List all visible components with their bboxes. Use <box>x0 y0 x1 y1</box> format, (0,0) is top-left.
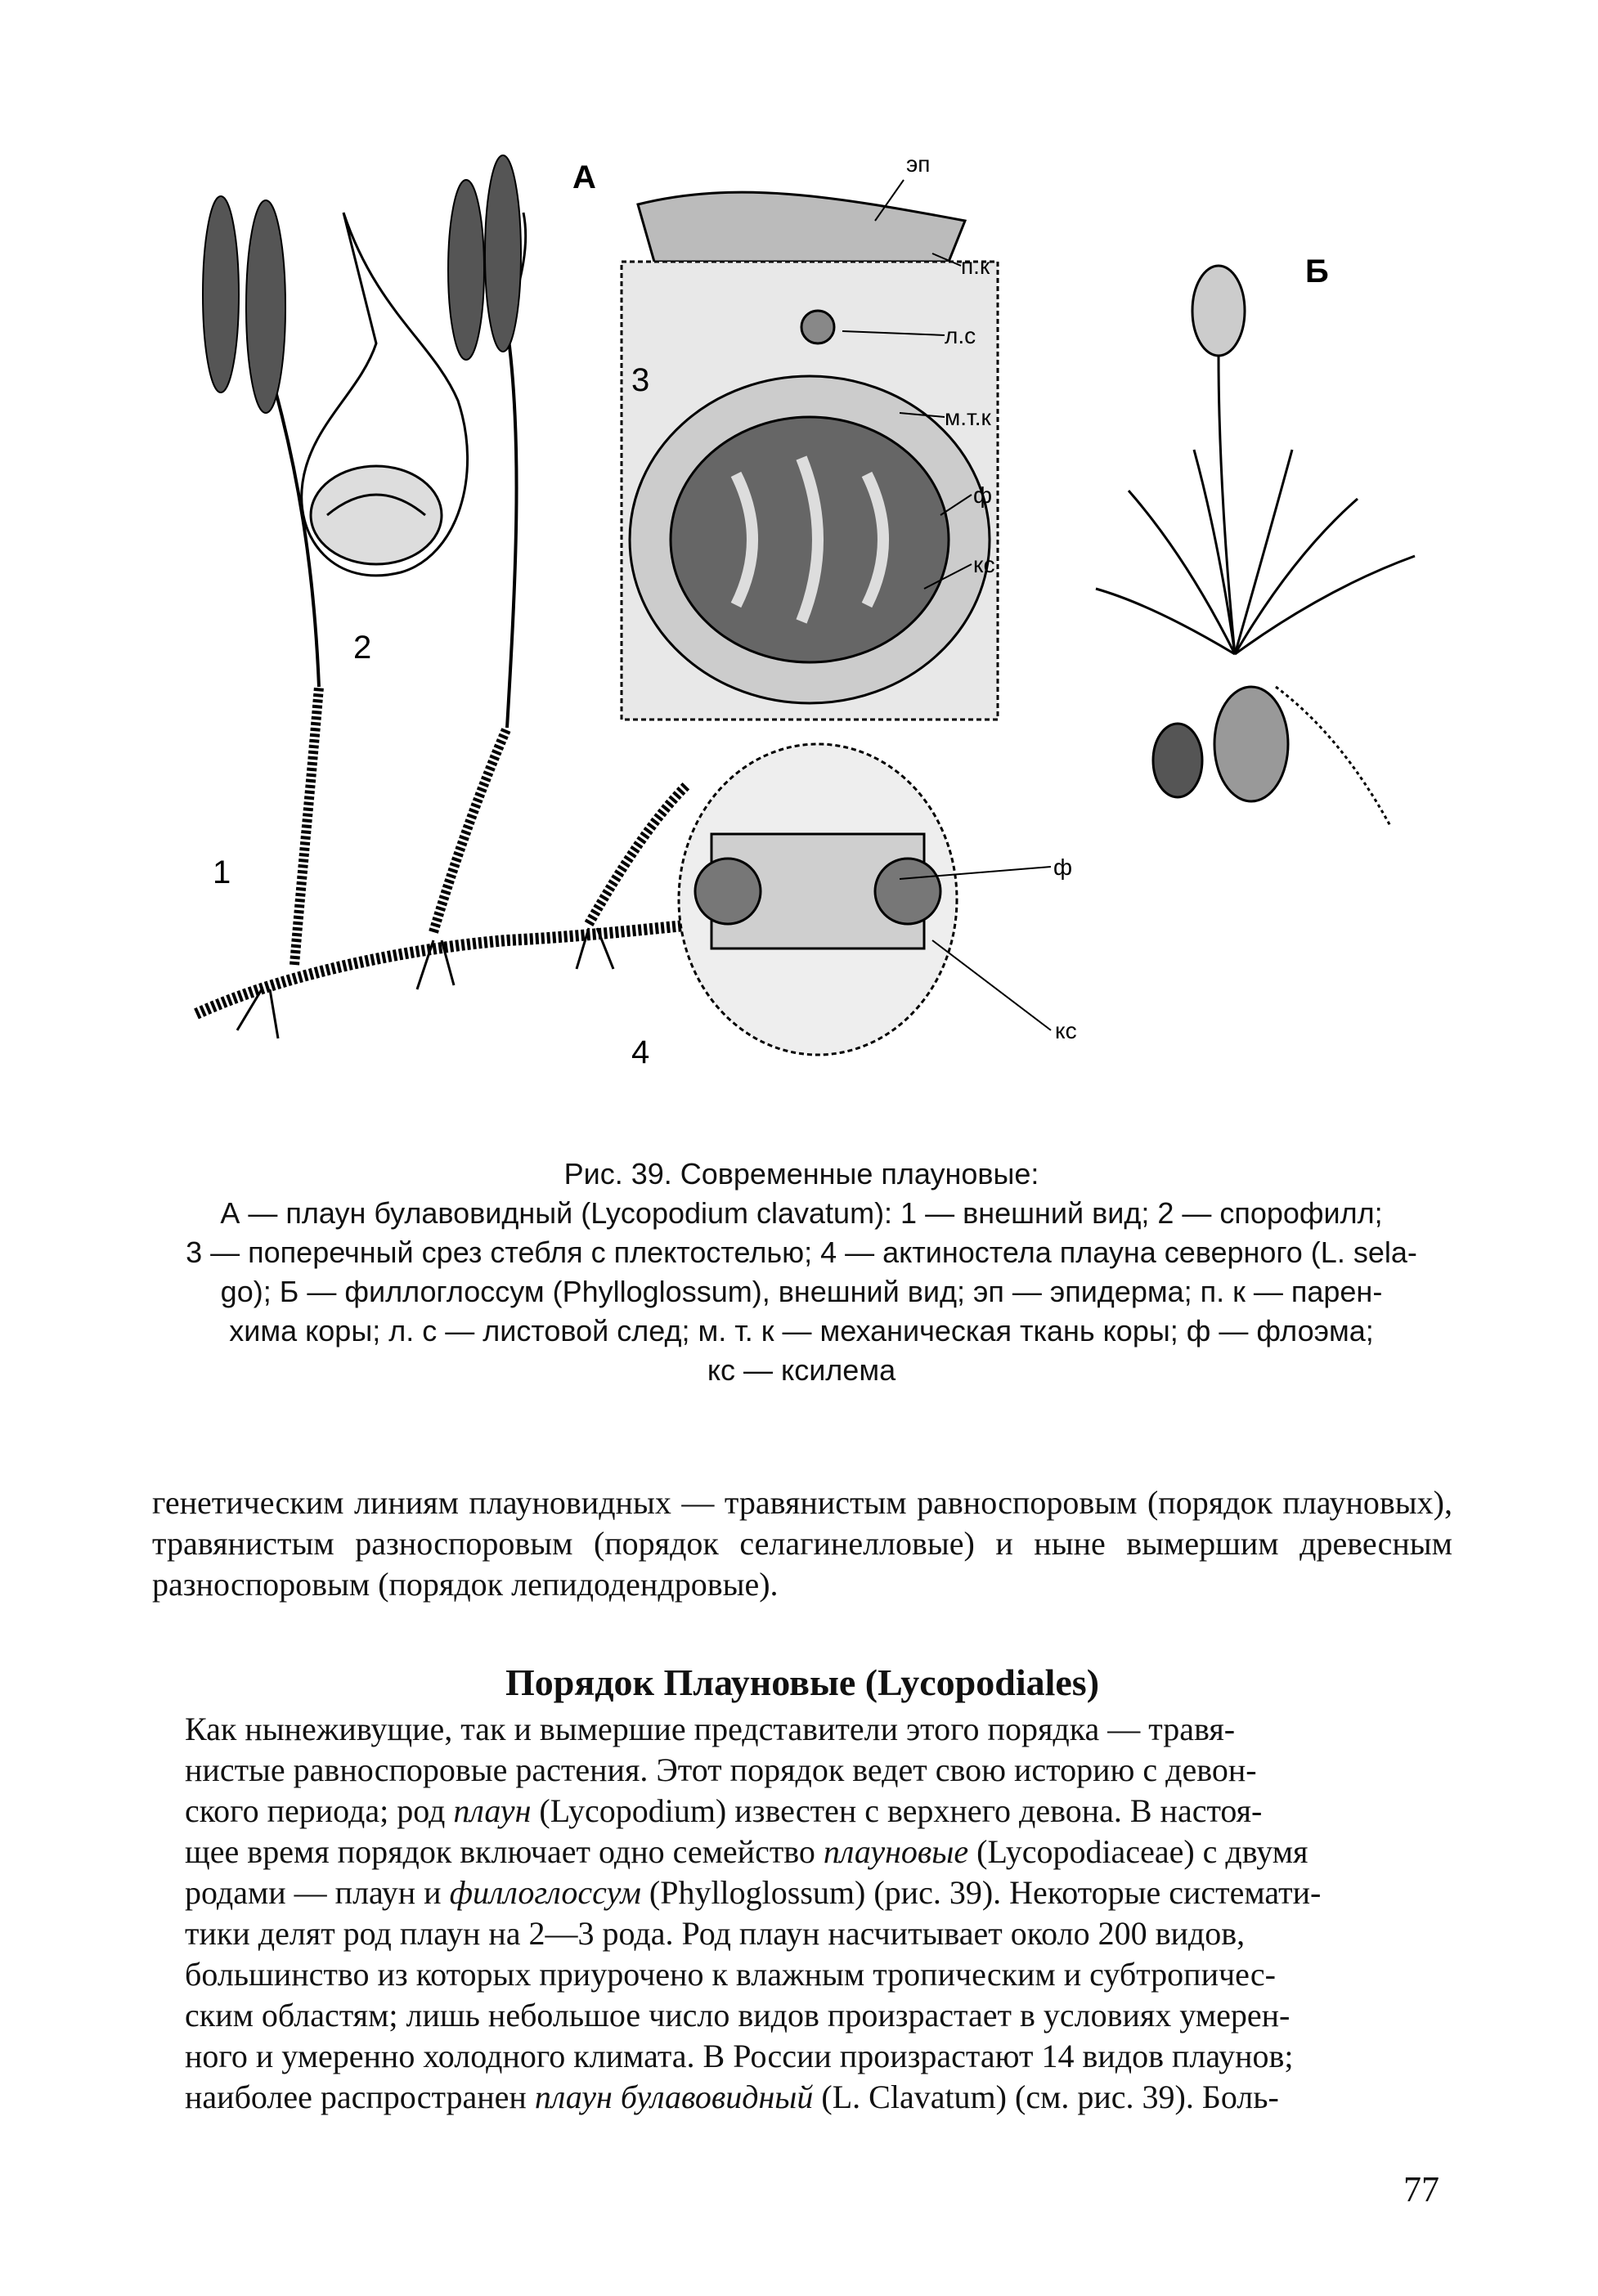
italic-term: плаун <box>453 1792 532 1829</box>
label-4: 4 <box>631 1034 650 1070</box>
label-B: Б <box>1305 253 1329 289</box>
sporophyll-illustration <box>302 213 468 576</box>
italic-term: филлоглоссум <box>449 1874 641 1911</box>
caption-line: кс — ксилема <box>707 1353 896 1387</box>
figure-caption <box>164 1155 1439 1390</box>
paragraph-2-line: ного и умеренно холодного климата. В России произрастают 14 видов плаунов; <box>185 2038 1294 2074</box>
label-ep: эп <box>906 151 931 177</box>
text-run: (L. Clavatum) (см. рис. 39). Боль- <box>813 2079 1279 2115</box>
text-run: (Lycopodiaceae) с двумя <box>968 1833 1308 1870</box>
stem-cross-section-illustration <box>622 192 998 720</box>
text-run: наиболее распространен <box>185 2079 535 2115</box>
section-heading: Порядок Плауновые (Lycopodiales) <box>505 1661 1100 1704</box>
paragraph-2-line <box>152 1872 1452 1913</box>
label-ls: л.с <box>945 323 976 348</box>
italic-term: плаун булавовидный <box>534 2079 814 2115</box>
paragraph-2-line: тики делят род плаун на 2—3 рода. Род плаун насчитывает около 200 видов, <box>185 1915 1246 1952</box>
paragraph-2-line: большинство из которых приурочено к влажным тропическим и субтропичес- <box>185 1956 1276 1993</box>
label-2: 2 <box>353 630 372 666</box>
phylloglossum-illustration <box>1096 266 1415 826</box>
page-number: 77 <box>1403 2169 1439 2209</box>
label-A: А <box>572 159 596 195</box>
figure-drawing <box>164 131 1488 1145</box>
paragraph-2-line <box>152 1832 1452 1872</box>
label-mtk: м.т.к <box>945 405 991 430</box>
italic-term: плауновые <box>823 1833 969 1870</box>
caption-line: 3 — поперечный срез стебля с плектостелью; 4 — актиностела плауна северного (L. sela- <box>186 1235 1417 1269</box>
label-ks-1: кс <box>973 552 995 577</box>
paragraph-2-line <box>152 2077 1452 2118</box>
text-run: родами — плаун и <box>185 1874 450 1911</box>
text-run: щее время порядок включает одно семейство <box>185 1833 824 1870</box>
paragraph-2-line: ским областям; лишь небольшое число видов произрастает в условиях умерен- <box>185 1997 1291 2034</box>
caption-title: Рис. 39. Современные плауновые: <box>563 1157 1039 1191</box>
text-run: (Phylloglossum) (рис. 39). Некоторые системати- <box>640 1874 1322 1911</box>
paragraph-2-line <box>152 1791 1452 1832</box>
paragraph-2 <box>152 1709 1452 2118</box>
label-pk: п.к <box>961 253 990 279</box>
caption-line: А — плаун булавовидный (Lycopodium clavatum): 1 — внешний вид; 2 — спорофилл; <box>220 1196 1383 1230</box>
paragraph-2-line: Как нынеживущие, так и вымершие представители этого порядка — травя- <box>185 1711 1236 1747</box>
label-3: 3 <box>631 362 650 398</box>
actinostele-illustration <box>679 744 957 1055</box>
figure-39 <box>164 131 1488 1145</box>
label-f-1: ф <box>973 482 993 508</box>
text-run: (Lycopodium) известен с верхнего девона. В настоя- <box>531 1792 1263 1829</box>
label-ks-2: кс <box>1055 1018 1077 1043</box>
paragraph-2-line: нистые равноспоровые растения. Этот порядок ведет свою историю с девон- <box>185 1751 1257 1788</box>
caption-line: хима коры; л. с — листовой след; м. т. к — механическая ткань коры; ф — флоэма; <box>229 1314 1374 1348</box>
label-f-2: ф <box>1053 854 1073 880</box>
caption-line: go); Б — филлоглоссум (Phylloglossum), внешний вид; эп — эпидерма; п. к — парен- <box>220 1275 1383 1308</box>
text-run: ского периода; род <box>185 1792 454 1829</box>
paragraph-1: генетическим линиям плауновидных — травянистым равноспоровым (порядок плауновых), травянистым разноспоровым (порядок селагинелловые) и ныне вымершим древесным разноспоровым (порядок лепидодендровые). <box>152 1484 1452 1603</box>
label-1: 1 <box>213 854 231 890</box>
